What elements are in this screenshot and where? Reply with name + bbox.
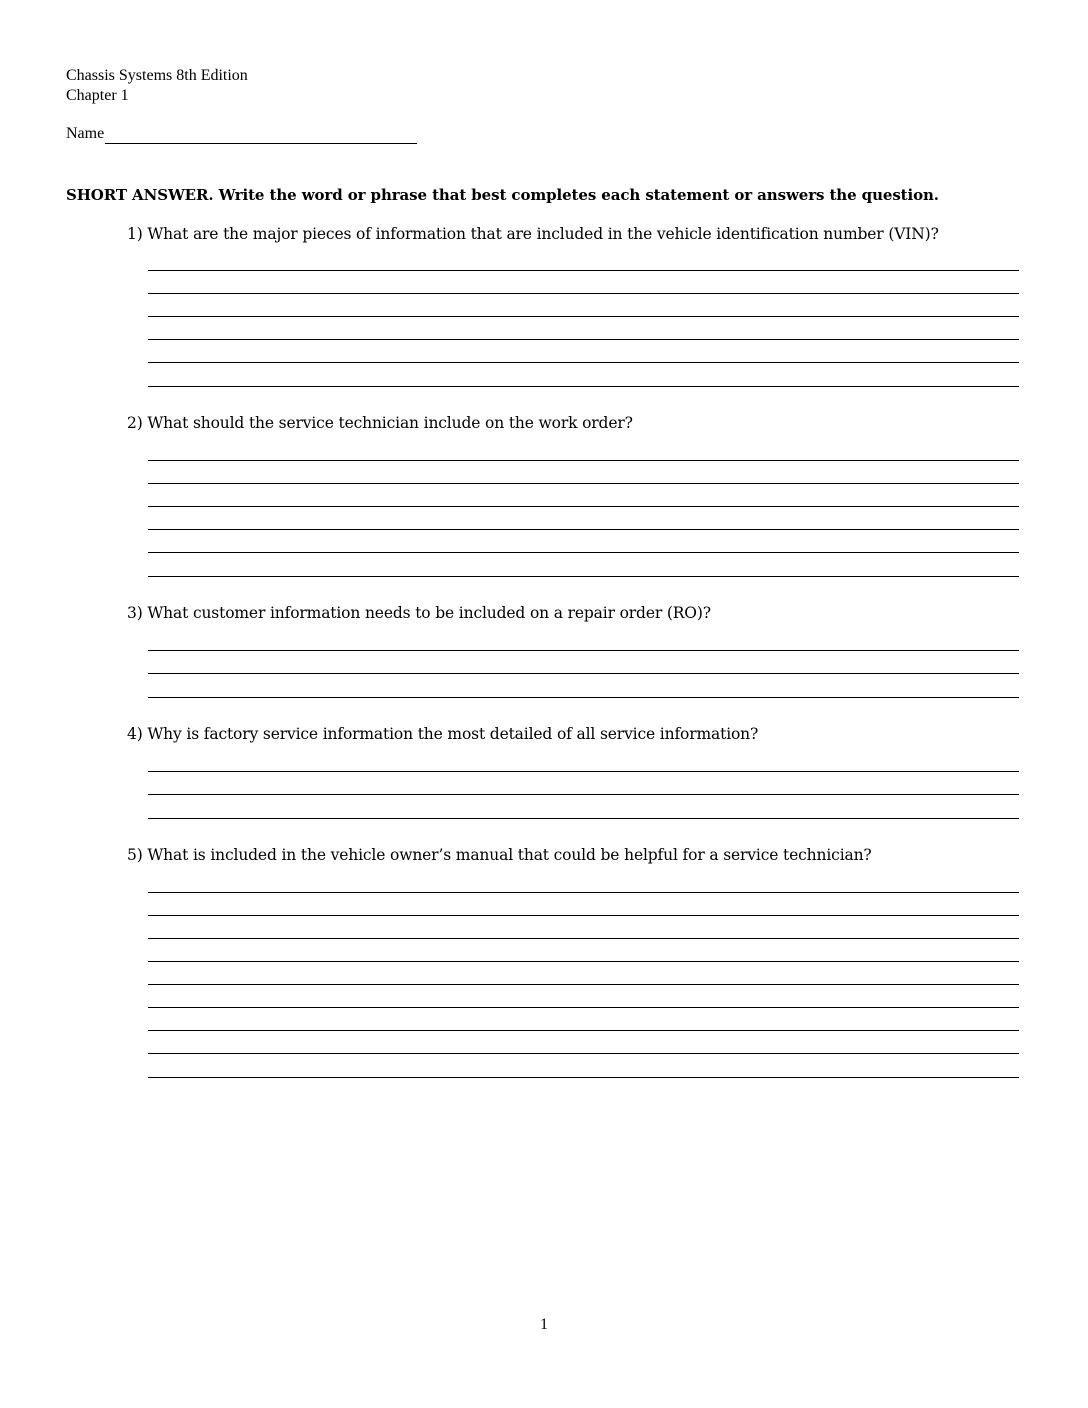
answer-line[interactable] — [148, 386, 1019, 387]
question-4: 4) Why is factory service information the most detailed of all service information? — [127, 725, 759, 743]
section-instructions: SHORT ANSWER. Write the word or phrase that best completes each statement or answers the question. — [66, 186, 939, 204]
answer-line[interactable] — [148, 506, 1019, 507]
answer-line[interactable] — [148, 576, 1019, 577]
question-1: 1) What are the major pieces of information that are included in the vehicle identification number (VIN)? — [127, 225, 939, 243]
answer-line[interactable] — [148, 1030, 1019, 1031]
question-2: 2) What should the service technician include on the work order? — [127, 414, 633, 432]
chapter-label: Chapter 1 — [66, 87, 129, 104]
answer-line[interactable] — [148, 483, 1019, 484]
answer-line[interactable] — [148, 697, 1019, 698]
answer-line[interactable] — [148, 362, 1019, 363]
answer-line[interactable] — [148, 552, 1019, 553]
answer-line[interactable] — [148, 316, 1019, 317]
answer-line[interactable] — [148, 794, 1019, 795]
answer-line[interactable] — [148, 529, 1019, 530]
answer-line[interactable] — [148, 892, 1019, 893]
answer-line[interactable] — [148, 771, 1019, 772]
name-label: Name — [66, 125, 105, 142]
answer-line[interactable] — [148, 818, 1019, 819]
answer-line[interactable] — [148, 984, 1019, 985]
question-5: 5) What is included in the vehicle owner’s manual that could be helpful for a service technician? — [127, 846, 872, 864]
answer-line[interactable] — [148, 961, 1019, 962]
page-number: 1 — [540, 1316, 548, 1333]
answer-line[interactable] — [148, 339, 1019, 340]
answer-line[interactable] — [148, 1007, 1019, 1008]
answer-line[interactable] — [148, 1077, 1019, 1078]
answer-line[interactable] — [148, 938, 1019, 939]
answer-line[interactable] — [148, 293, 1019, 294]
answer-line[interactable] — [148, 460, 1019, 461]
course-title: Chassis Systems 8th Edition — [66, 67, 248, 84]
answer-line[interactable] — [148, 650, 1019, 651]
answer-line[interactable] — [148, 270, 1019, 271]
answer-line[interactable] — [148, 1053, 1019, 1054]
question-3: 3) What customer information needs to be included on a repair order (RO)? — [127, 604, 711, 622]
answer-line[interactable] — [148, 915, 1019, 916]
name-row — [66, 124, 417, 144]
answer-line[interactable] — [148, 673, 1019, 674]
name-field[interactable] — [105, 124, 417, 144]
